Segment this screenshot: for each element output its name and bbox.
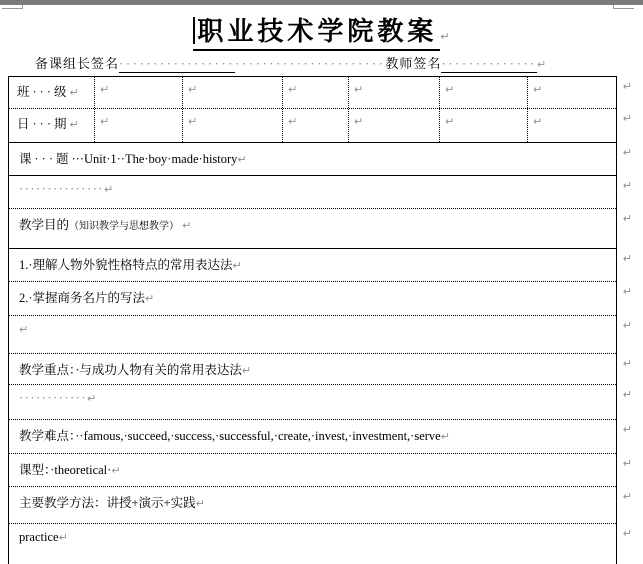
row-lesson-type[interactable] — [9, 454, 632, 487]
lesson-title-label: 课···题 — [19, 152, 72, 166]
row-teaching-difficulties[interactable] — [9, 420, 632, 454]
paragraph-mark: ↵ — [86, 392, 97, 405]
paragraph-mark: ↵ — [58, 531, 68, 544]
document-title-line — [0, 11, 643, 51]
row-lesson-title[interactable] — [9, 143, 632, 176]
date-input-cell[interactable] — [94, 109, 182, 142]
end-of-row-mark: ↵ — [622, 319, 632, 332]
paragraph-mark: ↵ — [103, 183, 114, 196]
row-objective-1[interactable] — [9, 249, 632, 282]
date-input-cell[interactable] — [282, 109, 348, 142]
end-of-row-mark: ↵ — [622, 252, 632, 265]
date-label-cell[interactable] — [9, 109, 94, 142]
lesson-type-text: 课型：·theoretical· — [19, 463, 112, 477]
paragraph-mark: ↵ — [445, 115, 455, 128]
row-dots[interactable] — [9, 176, 632, 209]
teacher-signature-field[interactable]: ·············· — [441, 56, 537, 71]
date-input-cell[interactable] — [182, 109, 282, 142]
row-practice[interactable] — [9, 524, 632, 564]
end-of-row-mark: ↵ — [622, 112, 632, 125]
paragraph-mark: ↵ — [19, 323, 29, 336]
class-input-cell[interactable] — [182, 77, 282, 108]
margin-crop-mark-right — [613, 5, 634, 9]
end-of-row-mark: ↵ — [622, 423, 632, 436]
table-row-date — [9, 109, 632, 143]
row-objective-2[interactable] — [9, 282, 632, 316]
row-teaching-objectives[interactable] — [9, 209, 632, 249]
end-of-row-mark: ↵ — [622, 146, 632, 159]
title-underline — [193, 11, 440, 51]
paragraph-mark: ↵ — [232, 259, 242, 272]
end-of-row-mark: ↵ — [622, 457, 632, 470]
paragraph-mark: ↵ — [237, 153, 247, 166]
objective-2-text: 2.·掌握商务名片的写法 — [19, 291, 146, 305]
class-label-cell[interactable] — [9, 77, 94, 108]
class-input-cell[interactable] — [527, 77, 616, 108]
end-of-row-mark: ↵ — [622, 80, 632, 93]
end-of-row-mark: ↵ — [622, 357, 632, 370]
spacer-dots: ······················ — [235, 56, 386, 71]
page-title[interactable]: 职业技术学院教案 — [197, 17, 438, 46]
paragraph-mark: ↵ — [440, 30, 450, 43]
teaching-focus-text: 教学重点：·与成功人物有关的常用表达法 — [19, 363, 242, 377]
end-of-row-mark: ↵ — [622, 388, 632, 401]
end-of-row-mark: ↵ — [622, 212, 632, 225]
signature-line — [35, 53, 546, 72]
space-dots: ············ — [19, 391, 87, 405]
end-of-row-mark: ↵ — [622, 490, 632, 503]
row-teaching-methods[interactable] — [9, 487, 632, 524]
teaching-methods-text: 主要教学方法：讲授+演示+实践 — [19, 496, 196, 510]
space-dots: ··············· — [19, 182, 104, 196]
paragraph-mark: ↵ — [533, 83, 543, 96]
date-input-cell[interactable] — [439, 109, 527, 142]
paragraph-mark: ↵ — [440, 430, 450, 443]
paragraph-mark: ↵ — [69, 118, 79, 131]
paragraph-mark: ↵ — [145, 292, 155, 305]
teacher-signature-label: 教师签名 — [385, 56, 442, 71]
paragraph-mark: ↵ — [354, 83, 364, 96]
end-of-row-mark: ↵ — [622, 527, 632, 540]
paragraph-mark: ↵ — [182, 219, 192, 232]
practice-text: practice — [19, 530, 59, 544]
lesson-title-value: ···Unit·1··The·boy·made·history — [71, 152, 238, 166]
paragraph-mark: ↵ — [537, 58, 547, 71]
paragraph-mark: ↵ — [188, 83, 198, 96]
row-teaching-focus[interactable] — [9, 354, 632, 385]
paragraph-mark: ↵ — [111, 464, 121, 477]
paragraph-mark: ↵ — [188, 115, 198, 128]
date-label: 日···期 — [17, 117, 70, 131]
end-of-row-mark: ↵ — [622, 179, 632, 192]
class-input-cell[interactable] — [282, 77, 348, 108]
class-input-cell[interactable] — [348, 77, 439, 108]
paragraph-mark: ↵ — [100, 115, 110, 128]
margin-crop-mark-left — [2, 5, 23, 9]
class-input-cell[interactable] — [94, 77, 182, 108]
date-input-cell[interactable] — [348, 109, 439, 142]
paragraph-mark: ↵ — [100, 83, 110, 96]
paragraph-mark: ↵ — [354, 115, 364, 128]
table-row-class — [9, 77, 632, 109]
paragraph-mark: ↵ — [241, 364, 252, 377]
leader-signature-field[interactable]: ················· — [119, 56, 236, 71]
text-cursor — [193, 17, 195, 44]
lesson-plan-table — [8, 76, 632, 564]
class-label: 班···级 — [17, 85, 70, 99]
row-dots-2[interactable] — [9, 385, 632, 420]
teaching-objectives-note: （知识教学与思想教学） — [69, 221, 180, 232]
end-of-row-mark: ↵ — [622, 285, 632, 298]
objective-1-text: 1.·理解人物外貌性格特点的常用表达法 — [19, 258, 233, 272]
paragraph-mark: ↵ — [533, 115, 543, 128]
paragraph-mark: ↵ — [195, 497, 205, 510]
row-empty[interactable] — [9, 316, 632, 354]
paragraph-mark: ↵ — [445, 83, 455, 96]
window-top-edge — [0, 0, 643, 5]
paragraph-mark: ↵ — [288, 115, 298, 128]
teaching-difficulties-text: 教学难点：··famous,·succeed,·success,·successful,·create,·invest,·investment,·serve — [19, 429, 441, 443]
class-input-cell[interactable] — [439, 77, 527, 108]
date-input-cell[interactable] — [527, 109, 616, 142]
leader-signature-label: 备课组长签名 — [35, 56, 120, 71]
paragraph-mark: ↵ — [288, 83, 298, 96]
paragraph-mark: ↵ — [69, 86, 79, 99]
teaching-objectives-label: 教学目的 — [19, 218, 70, 232]
